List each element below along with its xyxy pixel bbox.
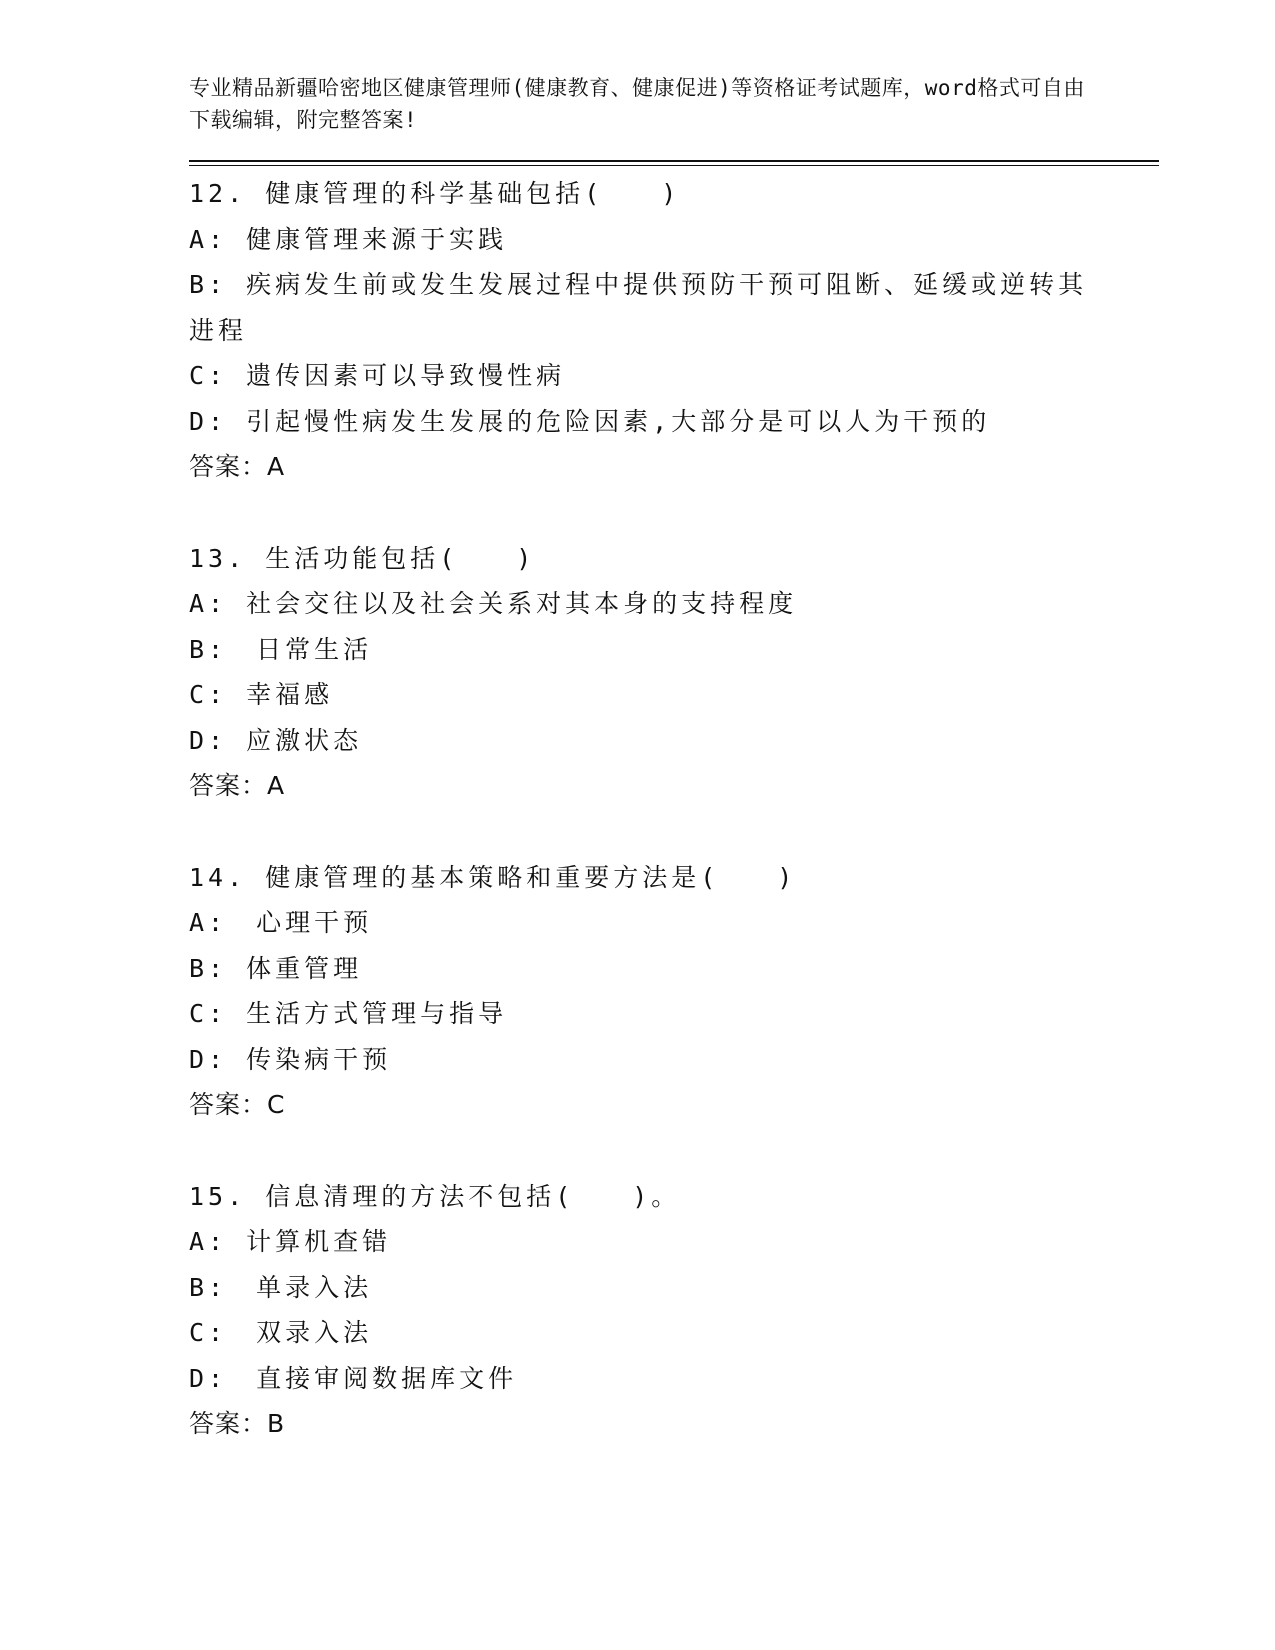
option-b: B: 体重管理 bbox=[189, 953, 363, 983]
question-14 bbox=[189, 855, 1159, 1128]
option-b: B: 疾病发生前或发生发展过程中提供预防干预可阻断、延缓或逆转其进程 bbox=[189, 270, 1088, 345]
answer: 答案：C bbox=[189, 1090, 286, 1119]
question-stem: 13. 生活功能包括( ) bbox=[189, 543, 536, 573]
option-d: D: 应激状态 bbox=[189, 725, 363, 755]
option-d: D: 引起慢性病发生发展的危险因素,大部分是可以人为干预的 bbox=[189, 406, 991, 436]
question-list bbox=[189, 171, 1159, 1447]
option-c: C: 生活方式管理与指导 bbox=[189, 999, 508, 1028]
question-13 bbox=[189, 536, 1159, 809]
question-stem: 15. 信息清理的方法不包括( )。 bbox=[189, 1181, 681, 1211]
answer: 答案：A bbox=[189, 452, 286, 481]
option-c: C: 幸福感 bbox=[189, 680, 334, 709]
option-b: B: 日常生活 bbox=[189, 634, 373, 664]
document-page bbox=[189, 72, 1159, 1493]
document-intro: 专业精品新疆哈密地区健康管理师(健康教育、健康促进)等资格证考试题库，word格式可自由下载编辑，附完整答案! bbox=[189, 76, 1085, 132]
option-c: C: 双录入法 bbox=[189, 1318, 373, 1347]
question-stem: 12. 健康管理的科学基础包括( ) bbox=[189, 179, 681, 208]
answer: 答案：A bbox=[189, 771, 286, 800]
option-a: A: 社会交往以及社会关系对其本身的支持程度 bbox=[189, 589, 798, 618]
option-c: C: 遗传因素可以导致慢性病 bbox=[189, 361, 566, 390]
question-15 bbox=[189, 1174, 1159, 1447]
option-d: D: 直接审阅数据库文件 bbox=[189, 1363, 518, 1393]
option-d: D: 传染病干预 bbox=[189, 1044, 392, 1074]
option-a: A: 心理干预 bbox=[189, 908, 373, 937]
option-a: A: 健康管理来源于实践 bbox=[189, 224, 508, 254]
question-12 bbox=[189, 171, 1159, 490]
option-b: B: 单录入法 bbox=[189, 1272, 373, 1302]
option-a: A: 计算机查错 bbox=[189, 1227, 392, 1256]
question-stem: 14. 健康管理的基本策略和重要方法是( ) bbox=[189, 862, 797, 892]
header-divider bbox=[189, 160, 1159, 162]
answer: 答案：B bbox=[189, 1409, 286, 1438]
